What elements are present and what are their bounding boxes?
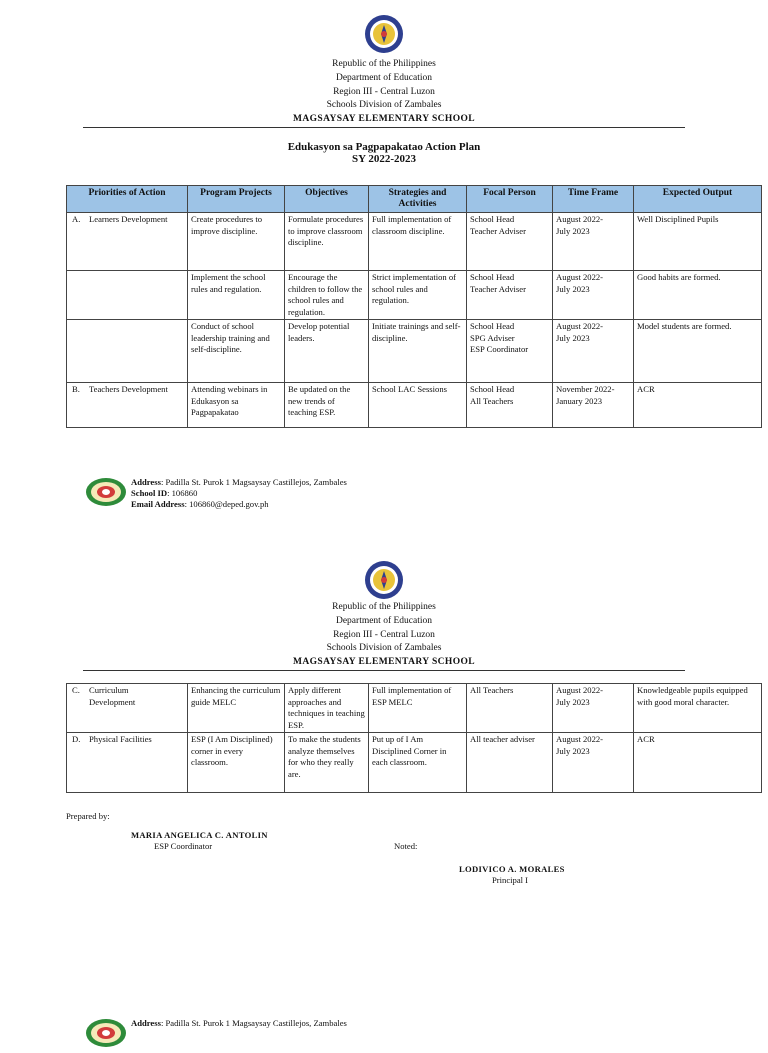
header-department: Department of Education — [335, 616, 433, 626]
objectives-cell: To make the students analyze themselves for who they really are. — [285, 733, 369, 793]
header-republic: Republic of the Philippines — [332, 59, 436, 69]
noter-title: Principal I — [492, 875, 529, 885]
noted-label: Noted: — [394, 841, 418, 851]
column-header: Program Projects — [188, 186, 285, 213]
email-label: Email Address — [131, 499, 185, 509]
objectives-cell: Formulate procedures to improve classroom discipline. — [285, 213, 369, 271]
deped-seal-icon — [364, 560, 404, 600]
noter-name: LODIVICO A. MORALES — [459, 864, 565, 874]
output-cell: ACR — [634, 383, 762, 428]
action-plan-table-continued — [66, 683, 762, 793]
address-value: : Padilla St. Purok 1 Magsaysay Castillejos, Zambales — [160, 1018, 347, 1028]
focal-cell: All teacher adviser — [467, 733, 553, 793]
program-cell: Implement the school rules and regulation. — [188, 271, 285, 320]
footer-school-id — [131, 488, 347, 499]
document-title: Edukasyon sa Pagpapakatao Action Plan — [287, 141, 481, 153]
footer-address — [131, 477, 347, 488]
header-department: Department of Education — [335, 73, 433, 83]
time-cell: August 2022- July 2023 — [553, 733, 634, 793]
priority-letter: C. — [72, 685, 80, 695]
school-name: MAGSAYSAY ELEMENTARY SCHOOL — [292, 114, 476, 124]
preparer-name: MARIA ANGELICA C. ANTOLIN — [131, 830, 268, 840]
time-cell: August 2022- July 2023 — [553, 320, 634, 383]
output-cell: Good habits are formed. — [634, 271, 762, 320]
school-logo-icon — [85, 477, 127, 507]
header-region: Region III - Central Luzon — [333, 630, 435, 640]
table-header-row — [67, 186, 762, 213]
objectives-cell: Encourage the children to follow the school rules and regulation. — [285, 271, 369, 320]
school-id-label: School ID — [131, 488, 168, 498]
table-row — [67, 213, 762, 271]
table-row — [67, 271, 762, 320]
focal-cell: School Head SPG Adviser ESP Coordinator — [467, 320, 553, 383]
table-row — [67, 733, 762, 793]
header-divider — [83, 670, 685, 671]
priority-text: Teachers Development — [89, 384, 168, 394]
prepared-by-label: Prepared by: — [66, 811, 110, 821]
priority-cell — [67, 320, 188, 383]
output-cell: Knowledgeable pupils equipped with good moral character. — [634, 684, 762, 733]
strategies-cell: School LAC Sessions — [369, 383, 467, 428]
focal-cell: School Head Teacher Adviser — [467, 213, 553, 271]
address-label: Address — [131, 477, 161, 487]
header-divider — [83, 127, 685, 128]
priority-letter: D. — [72, 734, 81, 744]
strategies-cell: Initiate trainings and self-discipline. — [369, 320, 467, 383]
preparer-title: ESP Coordinator — [154, 841, 213, 851]
address-value: : Padilla St. Purok 1 Magsaysay Castillejos, Zambales — [160, 477, 347, 487]
priority-letter: A. — [72, 214, 81, 224]
column-header: Time Frame — [553, 186, 634, 213]
school-logo-icon — [85, 1018, 127, 1048]
column-header: Strategies and Activities — [369, 186, 467, 213]
priority-cell — [67, 684, 188, 733]
objectives-cell: Be updated on the new trends of teaching ESP. — [285, 383, 369, 428]
objectives-cell: Develop potential leaders. — [285, 320, 369, 383]
school-id-value: : 106860 — [167, 488, 198, 498]
output-cell: Well Disciplined Pupils — [634, 213, 762, 271]
strategies-cell: Full implementation of ESP MELC — [369, 684, 467, 733]
output-cell: Model students are formed. — [634, 320, 762, 383]
program-cell: Enhancing the curriculum guide MELC — [188, 684, 285, 733]
program-cell: Create procedures to improve discipline. — [188, 213, 285, 271]
priority-cell — [67, 383, 188, 428]
address-label: Address — [131, 1018, 161, 1028]
priority-cell — [67, 213, 188, 271]
time-cell: August 2022- July 2023 — [553, 684, 634, 733]
action-plan-table — [66, 185, 762, 428]
table-row — [67, 320, 762, 383]
focal-cell: School Head Teacher Adviser — [467, 271, 553, 320]
priority-text: Curriculum Development — [89, 685, 136, 707]
table-row — [67, 383, 762, 428]
time-cell: August 2022- July 2023 — [553, 271, 634, 320]
strategies-cell: Put up of I Am Disciplined Corner in each classroom. — [369, 733, 467, 793]
header-division: Schools Division of Zambales — [326, 643, 442, 653]
column-header: Focal Person — [467, 186, 553, 213]
focal-cell: All Teachers — [467, 684, 553, 733]
footer-contact — [131, 477, 347, 510]
priority-text: Physical Facilities — [89, 734, 152, 744]
email-value: : 106860@deped.gov.ph — [184, 499, 269, 509]
program-cell: ESP (I Am Disciplined) corner in every classroom. — [188, 733, 285, 793]
header-division: Schools Division of Zambales — [326, 100, 442, 110]
program-cell: Attending webinars in Edukasyon sa Pagpapakatao — [188, 383, 285, 428]
output-cell: ACR — [634, 733, 762, 793]
priority-text: Learners Development — [89, 214, 168, 224]
time-cell: November 2022- January 2023 — [553, 383, 634, 428]
header-republic: Republic of the Philippines — [332, 602, 436, 612]
column-header: Priorities of Action — [67, 186, 188, 213]
school-name: MAGSAYSAY ELEMENTARY SCHOOL — [292, 657, 476, 667]
time-cell: August 2022- July 2023 — [553, 213, 634, 271]
program-cell: Conduct of school leadership training and self-discipline. — [188, 320, 285, 383]
column-header: Expected Output — [634, 186, 762, 213]
priority-cell — [67, 733, 188, 793]
footer-email — [131, 499, 347, 510]
column-header: Objectives — [285, 186, 369, 213]
table-row — [67, 684, 762, 733]
priority-cell — [67, 271, 188, 320]
deped-seal-icon — [364, 14, 404, 54]
strategies-cell: Full implementation of classroom discipline. — [369, 213, 467, 271]
focal-cell: School Head All Teachers — [467, 383, 553, 428]
priority-letter: B. — [72, 384, 80, 394]
header-region: Region III - Central Luzon — [333, 87, 435, 97]
document-school-year: SY 2022-2023 — [351, 153, 417, 165]
objectives-cell: Apply different approaches and techniques in teaching ESP. — [285, 684, 369, 733]
strategies-cell: Strict implementation of school rules and regulation. — [369, 271, 467, 320]
